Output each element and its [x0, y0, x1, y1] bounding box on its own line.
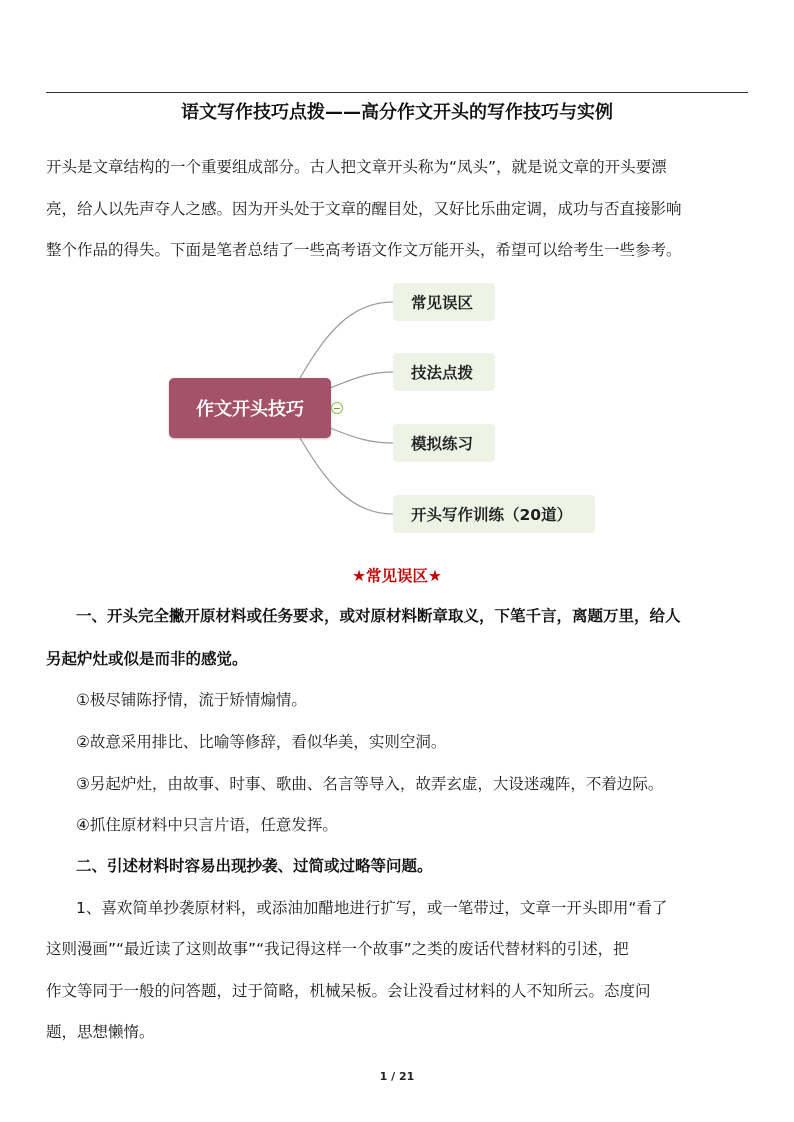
- page-number: 1 / 21: [379, 1070, 415, 1083]
- collapse-toggle-icon[interactable]: [331, 402, 343, 414]
- paragraph-line: 1、喜欢简单抄袭原材料，或添油加醋地进行扩写，或一笔带过，文章一开头即用“看了: [76, 899, 668, 917]
- mind-map-branch-node[interactable]: 模拟练习: [393, 424, 495, 462]
- point-one-line: 另起炉灶或似是而非的感觉。: [46, 650, 248, 668]
- page-title: 语文写作技巧点拨——高分作文开头的写作技巧与实例: [181, 102, 613, 123]
- point-two-heading: 二、引述材料时容易出现抄袭、过简或过略等问题。: [76, 857, 433, 875]
- list-item: ④抓住原材料中只言片语，任意发挥。: [76, 816, 338, 834]
- intro-line: 开头是文章结构的一个重要组成部分。古人把文章开头称为“凤头”，就是说文章的开头要漂: [46, 158, 667, 176]
- intro-line: 亮，给人以先声夺人之感。因为开头处于文章的醒目处，又好比乐曲定调，成功与否直接影响: [46, 199, 682, 218]
- mind-map-branch-node[interactable]: 常见误区: [393, 283, 495, 321]
- paragraph-line: 作文等同于一般的问答题，过于简略，机械呆板。会让没看过材料的人不知所云。态度问: [46, 982, 651, 1000]
- mind-map-branch-node[interactable]: 开头写作训练（20道）: [393, 495, 595, 533]
- mind-map: [0, 280, 794, 540]
- mind-map-root-node[interactable]: 作文开头技巧: [169, 378, 331, 438]
- list-item: ②故意采用排比、比喻等修辞，看似华美，实则空洞。: [76, 733, 447, 751]
- header-rule: [46, 92, 748, 93]
- list-item: ①极尽铺陈抒情，流于矫情煽情。: [76, 691, 307, 709]
- mind-map-branch-node[interactable]: 技法点拨: [393, 353, 495, 391]
- section-heading: ★常见误区★: [352, 567, 442, 585]
- intro-line: 整个作品的得失。下面是笔者总结了一些高考语文作文万能开头，希望可以给考生一些参考。: [46, 241, 682, 259]
- point-one-line: 一、开头完全撇开原材料或任务要求，或对原材料断章取义，下笔千言，离题万里，给人: [76, 607, 681, 625]
- intro-paragraph: [46, 147, 758, 272]
- list-item: ③另起炉灶，由故事、时事、歌曲、名言等导入，故弄玄虚，大设迷魂阵，不着边际。: [76, 775, 664, 793]
- paragraph-line: 这则漫画”“最近读了这则故事”“我记得这样一个故事”之类的废话代替材料的引述，把: [46, 940, 629, 958]
- paragraph-line: 题，思想懒惰。: [46, 1023, 155, 1041]
